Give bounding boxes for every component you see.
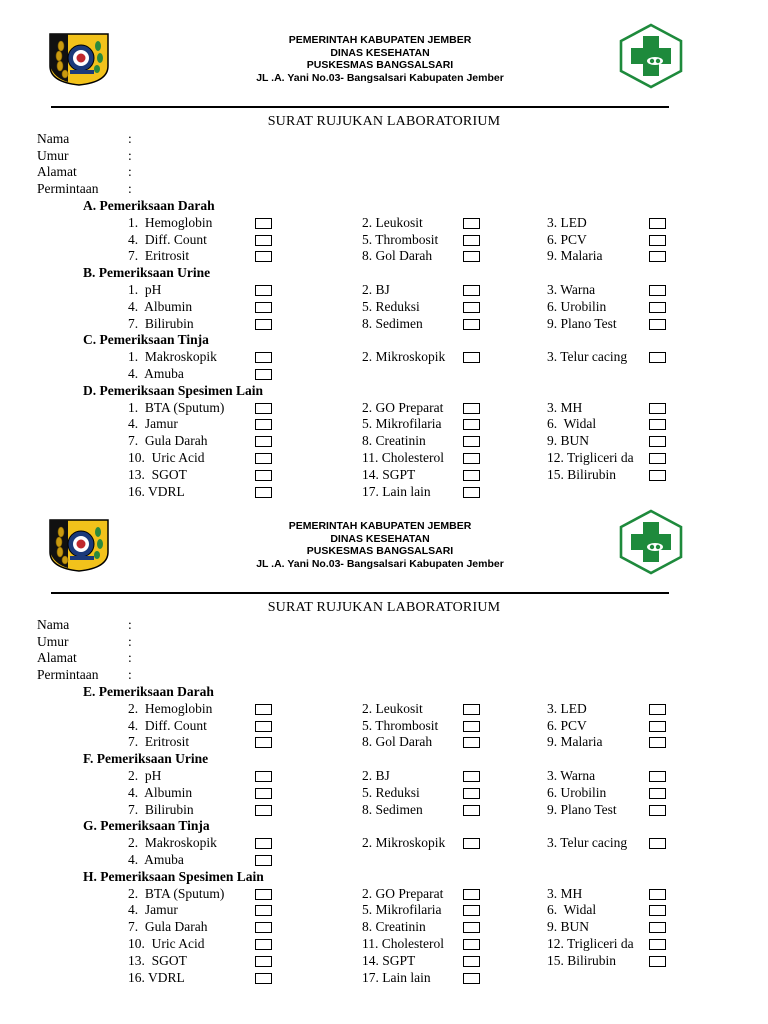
test-checkbox[interactable]: [649, 838, 666, 849]
test-checkbox[interactable]: [255, 302, 272, 313]
test-checkbox[interactable]: [463, 771, 480, 782]
test-checkbox[interactable]: [649, 453, 666, 464]
test-item: 2. GO Preparat: [362, 885, 444, 901]
letterhead-line1: PEMERINTAH KABUPATEN JEMBER: [288, 34, 472, 46]
test-checkbox[interactable]: [255, 855, 272, 866]
test-checkbox[interactable]: [463, 302, 480, 313]
section-title: F. Pemeriksaan Urine: [83, 751, 209, 767]
test-item: 8. Creatinin: [362, 433, 426, 449]
test-item: 7. Gula Darah: [128, 433, 208, 449]
test-checkbox[interactable]: [463, 319, 480, 330]
test-checkbox[interactable]: [649, 470, 666, 481]
letterhead: [190, 520, 570, 570]
test-item: 3. Telur cacing: [547, 349, 628, 365]
test-item: 1. BTA (Sputum): [128, 399, 225, 415]
test-checkbox[interactable]: [255, 285, 272, 296]
test-checkbox[interactable]: [463, 704, 480, 715]
test-item: 4. Amuba: [128, 366, 184, 381]
letterhead-line2: DINAS KESEHATAN: [330, 46, 430, 59]
test-item: 15. Bilirubin: [547, 952, 617, 968]
test-checkbox[interactable]: [463, 235, 480, 246]
test-checkbox[interactable]: [463, 737, 480, 748]
test-item: 2. GO Preparat: [362, 399, 444, 415]
test-checkbox[interactable]: [255, 251, 272, 262]
test-checkbox[interactable]: [463, 403, 480, 414]
field-value-3[interactable]: :: [128, 666, 132, 682]
field-value-2[interactable]: :: [128, 650, 132, 665]
test-checkbox[interactable]: [463, 838, 480, 849]
test-item: 3. MH: [547, 399, 583, 415]
letterhead-line3: PUSKESMAS BANGSALSARI: [306, 545, 454, 557]
header-divider: [51, 592, 669, 594]
test-checkbox[interactable]: [649, 352, 666, 363]
test-checkbox[interactable]: [649, 436, 666, 447]
test-checkbox[interactable]: [649, 302, 666, 313]
test-item: 13. SGOT: [128, 952, 187, 968]
section-title: A. Pemeriksaan Darah: [83, 198, 215, 213]
test-item: 1. Hemoglobin: [128, 214, 213, 230]
test-item: 6. Widal: [547, 902, 597, 918]
field-value-3[interactable]: :: [128, 180, 132, 196]
test-item: 13. SGOT: [128, 466, 187, 482]
test-item: 17. Lain lain: [362, 483, 431, 499]
jember-emblem-icon: [48, 32, 110, 86]
test-checkbox[interactable]: [255, 235, 272, 246]
letterhead-line4: JL .A. Yani No.03- Bangsalsari Kabupaten Jember: [256, 71, 504, 84]
test-item: 16. VDRL: [128, 969, 185, 985]
field-label: Nama: [37, 617, 70, 632]
test-checkbox[interactable]: [649, 956, 666, 967]
field-label: Alamat: [37, 650, 77, 665]
test-item: 11. Cholesterol: [362, 450, 444, 465]
test-item: 2. Hemoglobin: [128, 700, 213, 716]
test-checkbox[interactable]: [463, 788, 480, 799]
test-item: 3. Telur cacing: [547, 835, 628, 851]
test-checkbox[interactable]: [255, 369, 272, 380]
test-item: 9. Plano Test: [547, 801, 617, 817]
test-item: 3. MH: [547, 885, 583, 901]
test-checkbox[interactable]: [255, 704, 272, 715]
test-checkbox[interactable]: [255, 721, 272, 732]
letterhead: [190, 34, 570, 84]
test-item: 3. Warna: [547, 768, 596, 783]
test-item: 8. Sedimen: [362, 315, 423, 331]
test-item: 3. Warna: [547, 282, 596, 297]
field-label: Umur: [37, 147, 69, 163]
referral-form: [0, 483, 768, 986]
test-item: 7. Bilirubin: [128, 315, 194, 331]
test-checkbox[interactable]: [463, 956, 480, 967]
test-item: 8. Gol Darah: [362, 734, 433, 750]
test-checkbox[interactable]: [649, 771, 666, 782]
test-item: 9. Plano Test: [547, 315, 617, 331]
test-checkbox[interactable]: [255, 218, 272, 229]
test-item: 10. Uric Acid: [128, 936, 205, 951]
test-checkbox[interactable]: [255, 403, 272, 414]
jember-emblem-icon: [48, 518, 110, 572]
test-item: 7. Eritrosit: [128, 248, 190, 264]
test-item: 6. Widal: [547, 416, 597, 432]
test-item: 2. BTA (Sputum): [128, 885, 225, 901]
test-item: 2. BJ: [362, 282, 390, 297]
puskesmas-logo-icon: [619, 23, 683, 89]
field-label: Nama: [37, 131, 70, 146]
letterhead-line1: PEMERINTAH KABUPATEN JEMBER: [288, 520, 472, 532]
test-checkbox[interactable]: [255, 939, 272, 950]
test-item: 6. Urobilin: [547, 784, 607, 800]
test-item: 2. pH: [128, 768, 162, 783]
letterhead-line3: PUSKESMAS BANGSALSARI: [306, 59, 454, 71]
section-title: G. Pemeriksaan Tinja: [83, 818, 210, 834]
test-checkbox[interactable]: [649, 939, 666, 950]
test-item: 2. Makroskopik: [128, 835, 217, 851]
field-label: Umur: [37, 633, 69, 649]
test-checkbox[interactable]: [255, 419, 272, 430]
test-item: 8. Creatinin: [362, 919, 426, 935]
field-value-1[interactable]: :: [128, 147, 132, 163]
test-checkbox[interactable]: [649, 419, 666, 430]
test-checkbox[interactable]: [649, 235, 666, 246]
section-title: C. Pemeriksaan Tinja: [83, 332, 209, 348]
section-title: D. Pemeriksaan Spesimen Lain: [83, 382, 264, 398]
test-item: 5. Thrombosit: [362, 717, 439, 733]
test-checkbox[interactable]: [649, 889, 666, 900]
test-checkbox[interactable]: [255, 352, 272, 363]
test-checkbox[interactable]: [463, 721, 480, 732]
test-checkbox[interactable]: [649, 218, 666, 229]
header-divider: [51, 106, 669, 108]
test-item: 14. SGPT: [362, 952, 416, 968]
test-item: 3. LED: [547, 700, 587, 716]
test-checkbox[interactable]: [255, 771, 272, 782]
test-item: 7. Gula Darah: [128, 919, 208, 935]
test-item: 9. Malaria: [547, 734, 603, 750]
test-item: 4. Jamur: [128, 902, 178, 918]
test-checkbox[interactable]: [649, 737, 666, 748]
test-checkbox[interactable]: [463, 419, 480, 430]
test-item: 14. SGPT: [362, 466, 416, 482]
test-item: 4. Albumin: [128, 298, 193, 314]
field-value-1[interactable]: :: [128, 633, 132, 649]
test-checkbox[interactable]: [649, 251, 666, 262]
test-checkbox[interactable]: [255, 788, 272, 799]
test-item: 11. Cholesterol: [362, 936, 444, 951]
test-item: 2. BJ: [362, 768, 390, 783]
test-item: 1. pH: [128, 282, 162, 297]
test-item: 6. Urobilin: [547, 298, 607, 314]
test-item: 4. Albumin: [128, 784, 193, 800]
form-title: SURAT RUJUKAN LABORATORIUM: [267, 600, 501, 615]
test-item: 6. PCV: [547, 231, 587, 247]
test-checkbox[interactable]: [649, 704, 666, 715]
test-checkbox[interactable]: [255, 319, 272, 330]
test-checkbox[interactable]: [255, 470, 272, 481]
test-checkbox[interactable]: [255, 889, 272, 900]
test-item: 5. Mikrofilaria: [362, 416, 442, 432]
test-item: 1. Makroskopik: [128, 349, 217, 365]
test-item: 5. Mikrofilaria: [362, 902, 442, 918]
test-checkbox[interactable]: [463, 470, 480, 481]
test-item: 5. Reduksi: [362, 784, 420, 800]
test-checkbox[interactable]: [463, 218, 480, 229]
test-item: 7. Bilirubin: [128, 801, 194, 817]
test-item: 4. Amuba: [128, 852, 184, 867]
test-checkbox[interactable]: [255, 838, 272, 849]
section-title: E. Pemeriksaan Darah: [83, 684, 214, 699]
test-item: 15. Bilirubin: [547, 466, 617, 482]
field-label: Alamat: [37, 164, 77, 179]
section-title: H. Pemeriksaan Spesimen Lain: [83, 868, 264, 884]
test-item: 4. Diff. Count: [128, 231, 207, 247]
test-item: 10. Uric Acid: [128, 450, 205, 465]
test-item: 5. Thrombosit: [362, 231, 439, 247]
test-checkbox[interactable]: [255, 973, 272, 984]
field-label: Permintaan: [37, 666, 99, 682]
referral-form: [0, 0, 768, 500]
test-item: 12. Trigliceri da: [547, 936, 634, 951]
test-item: 4. Jamur: [128, 416, 178, 432]
test-item: 8. Gol Darah: [362, 248, 433, 264]
form-title: SURAT RUJUKAN LABORATORIUM: [267, 114, 501, 129]
test-checkbox[interactable]: [649, 285, 666, 296]
section-title: B. Pemeriksaan Urine: [83, 265, 211, 281]
letterhead-line4: JL .A. Yani No.03- Bangsalsari Kabupaten Jember: [256, 557, 504, 570]
test-checkbox[interactable]: [255, 805, 272, 816]
field-value-2[interactable]: :: [128, 164, 132, 179]
test-item: 2. Mikroskopik: [362, 349, 446, 365]
test-checkbox[interactable]: [255, 922, 272, 933]
test-item: 2. Leukosit: [362, 700, 423, 716]
test-item: 9. Malaria: [547, 248, 603, 264]
test-checkbox[interactable]: [463, 436, 480, 447]
test-checkbox[interactable]: [463, 889, 480, 900]
test-item: 8. Sedimen: [362, 801, 423, 817]
test-item: 9. BUN: [547, 433, 590, 449]
test-checkbox[interactable]: [255, 737, 272, 748]
test-item: 5. Reduksi: [362, 298, 420, 314]
test-item: 2. Mikroskopik: [362, 835, 446, 851]
field-value-0[interactable]: :: [128, 131, 132, 146]
test-item: 4. Diff. Count: [128, 717, 207, 733]
test-checkbox[interactable]: [463, 922, 480, 933]
test-item: 16. VDRL: [128, 483, 185, 499]
puskesmas-logo-icon: [619, 509, 683, 575]
test-checkbox[interactable]: [463, 453, 480, 464]
test-item: 6. PCV: [547, 717, 587, 733]
test-checkbox[interactable]: [463, 973, 480, 984]
test-checkbox[interactable]: [463, 939, 480, 950]
test-checkbox[interactable]: [649, 403, 666, 414]
test-checkbox[interactable]: [463, 251, 480, 262]
letterhead-line2: DINAS KESEHATAN: [330, 532, 430, 545]
test-checkbox[interactable]: [463, 905, 480, 916]
field-value-0[interactable]: :: [128, 617, 132, 632]
test-item: 3. LED: [547, 214, 587, 230]
test-checkbox[interactable]: [649, 805, 666, 816]
test-item: 7. Eritrosit: [128, 734, 190, 750]
test-checkbox[interactable]: [255, 905, 272, 916]
test-item: 12. Trigliceri da: [547, 450, 634, 465]
test-checkbox[interactable]: [649, 788, 666, 799]
test-checkbox[interactable]: [255, 436, 272, 447]
test-checkbox[interactable]: [463, 805, 480, 816]
test-checkbox[interactable]: [463, 285, 480, 296]
test-item: 9. BUN: [547, 919, 590, 935]
test-checkbox[interactable]: [649, 319, 666, 330]
test-checkbox[interactable]: [649, 721, 666, 732]
test-item: 17. Lain lain: [362, 969, 431, 985]
test-checkbox[interactable]: [255, 453, 272, 464]
test-checkbox[interactable]: [463, 352, 480, 363]
test-item: 2. Leukosit: [362, 214, 423, 230]
test-checkbox[interactable]: [649, 905, 666, 916]
field-label: Permintaan: [37, 180, 99, 196]
test-checkbox[interactable]: [255, 956, 272, 967]
test-checkbox[interactable]: [649, 922, 666, 933]
